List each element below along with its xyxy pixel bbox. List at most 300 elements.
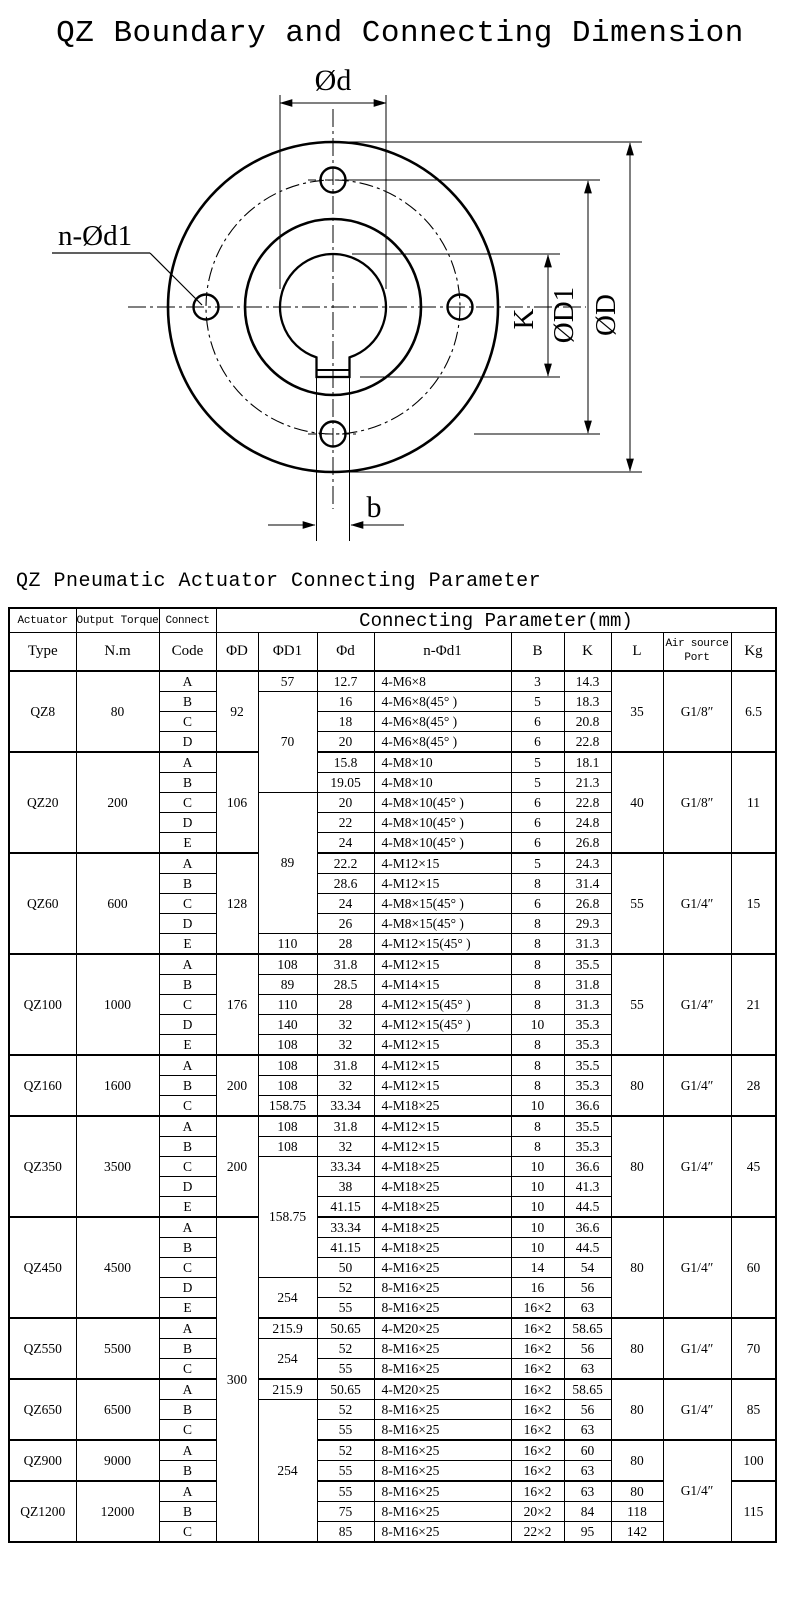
table-cell: 4-M20×25 xyxy=(374,1379,511,1400)
table-cell: 4-M18×25 xyxy=(374,1177,511,1197)
table-cell: 24 xyxy=(317,894,374,914)
table-cell: 215.9 xyxy=(258,1318,317,1339)
table-cell: 35.5 xyxy=(564,1116,611,1137)
table-cell: 32 xyxy=(317,1137,374,1157)
table-cell: E xyxy=(159,934,216,955)
table-cell: 10 xyxy=(511,1096,564,1117)
table-cell: 36.6 xyxy=(564,1096,611,1117)
table-cell: 254 xyxy=(258,1400,317,1543)
table-cell: 4-M8×10 xyxy=(374,752,511,773)
table-cell: 31.8 xyxy=(317,954,374,975)
column-header: N.m xyxy=(76,633,159,672)
table-cell: 84 xyxy=(564,1502,611,1522)
table-cell: 55 xyxy=(317,1420,374,1441)
table-cell: 8-M16×25 xyxy=(374,1420,511,1441)
table-cell: 15 xyxy=(731,853,776,954)
table-cell: 8 xyxy=(511,1137,564,1157)
column-header: Connect xyxy=(159,608,216,633)
table-cell: 63 xyxy=(564,1298,611,1319)
table-cell: 16 xyxy=(511,1278,564,1298)
table-cell: 50.65 xyxy=(317,1379,374,1400)
table-cell: B xyxy=(159,692,216,712)
table-cell: C xyxy=(159,1157,216,1177)
table-cell: 4-M8×10(45° ) xyxy=(374,813,511,833)
table-cell: 4-M12×15 xyxy=(374,1035,511,1056)
table-cell: 80 xyxy=(611,1116,663,1217)
table-cell: 6 xyxy=(511,712,564,732)
table-cell: 108 xyxy=(258,1055,317,1076)
table-cell: 20 xyxy=(317,732,374,753)
table-cell: 22.8 xyxy=(564,732,611,753)
connecting-parameter-table xyxy=(8,607,777,1543)
table-cell: 4-M6×8 xyxy=(374,671,511,692)
table-cell: G1/4″ xyxy=(663,1055,731,1116)
odd-label: ØD xyxy=(590,294,622,336)
table-cell: 1000 xyxy=(76,954,159,1055)
table-cell: 6 xyxy=(511,732,564,753)
table-cell: A xyxy=(159,1481,216,1502)
table-cell: 28 xyxy=(731,1055,776,1116)
table-cell: 35.3 xyxy=(564,1137,611,1157)
table-row xyxy=(9,671,776,692)
table-cell: A xyxy=(159,752,216,773)
table-cell: D xyxy=(159,813,216,833)
table-cell: 31.8 xyxy=(317,1116,374,1137)
table-cell: 24 xyxy=(317,833,374,854)
table-cell: G1/4″ xyxy=(663,954,731,1055)
table-cell: 45 xyxy=(731,1116,776,1217)
table-cell: 58.65 xyxy=(564,1318,611,1339)
table-cell: 10 xyxy=(511,1197,564,1218)
table-cell: 110 xyxy=(258,934,317,955)
table-cell: C xyxy=(159,793,216,813)
table-cell: 70 xyxy=(258,692,317,793)
table-cell: QZ650 xyxy=(9,1379,76,1440)
table-cell: 1600 xyxy=(76,1055,159,1116)
table-cell: 16×2 xyxy=(511,1359,564,1380)
table-row xyxy=(9,752,776,773)
table-cell: 29.3 xyxy=(564,914,611,934)
table-cell: 89 xyxy=(258,975,317,995)
table-cell: 55 xyxy=(611,853,663,954)
table-cell: 4-M8×15(45° ) xyxy=(374,894,511,914)
table-cell: 8-M16×25 xyxy=(374,1502,511,1522)
table-cell: 158.75 xyxy=(258,1157,317,1278)
table-cell: 4-M12×15(45° ) xyxy=(374,1015,511,1035)
table-cell: 4-M6×8(45° ) xyxy=(374,712,511,732)
table-cell: 8-M16×25 xyxy=(374,1359,511,1380)
table-cell: 110 xyxy=(258,995,317,1015)
table-cell: 85 xyxy=(731,1379,776,1440)
table-cell: QZ100 xyxy=(9,954,76,1055)
table-cell: 100 xyxy=(731,1440,776,1481)
table-cell: 41.15 xyxy=(317,1197,374,1218)
table-cell: 4-M18×25 xyxy=(374,1197,511,1218)
table-cell: 108 xyxy=(258,1076,317,1096)
table-cell: 92 xyxy=(216,671,258,752)
table-cell: 8 xyxy=(511,995,564,1015)
table-cell: 4-M12×15 xyxy=(374,1055,511,1076)
column-header: ΦD xyxy=(216,633,258,672)
table-cell: A xyxy=(159,853,216,874)
table-cell: 4-M12×15(45° ) xyxy=(374,934,511,955)
table-cell: 33.34 xyxy=(317,1217,374,1238)
table-row xyxy=(9,1379,776,1400)
table-cell: G1/4″ xyxy=(663,1440,731,1542)
table-cell: 56 xyxy=(564,1400,611,1420)
table-cell: 28 xyxy=(317,934,374,955)
table-cell: 38 xyxy=(317,1177,374,1197)
table-cell: 4-M8×15(45° ) xyxy=(374,914,511,934)
table-cell: 36.6 xyxy=(564,1217,611,1238)
table-cell: B xyxy=(159,1238,216,1258)
table-cell: 140 xyxy=(258,1015,317,1035)
table-cell: 14 xyxy=(511,1258,564,1278)
table-cell: 21 xyxy=(731,954,776,1055)
table-cell: G1/4″ xyxy=(663,1379,731,1440)
table-cell: 4-M8×10(45° ) xyxy=(374,833,511,854)
table-cell: 31.8 xyxy=(564,975,611,995)
table-cell: 28 xyxy=(317,995,374,1015)
table-cell: 300 xyxy=(216,1217,258,1542)
table-cell: 21.3 xyxy=(564,773,611,793)
table-cell: 8 xyxy=(511,874,564,894)
table-cell: 10 xyxy=(511,1177,564,1197)
table-cell: 31.4 xyxy=(564,874,611,894)
table-cell: A xyxy=(159,1217,216,1238)
table-cell: 41.3 xyxy=(564,1177,611,1197)
table-cell: 10 xyxy=(511,1157,564,1177)
table-cell: 4-M8×10 xyxy=(374,773,511,793)
table-cell: 8-M16×25 xyxy=(374,1339,511,1359)
table-cell: E xyxy=(159,1298,216,1319)
table-cell: G1/4″ xyxy=(663,1318,731,1379)
table-row xyxy=(9,954,776,975)
table-cell: 176 xyxy=(216,954,258,1055)
table-cell: 40 xyxy=(611,752,663,853)
table-cell: 32 xyxy=(317,1015,374,1035)
table-cell: 108 xyxy=(258,1035,317,1056)
table-cell: 35.5 xyxy=(564,1055,611,1076)
table-row xyxy=(9,1116,776,1137)
table-cell: D xyxy=(159,1015,216,1035)
table-cell: QZ900 xyxy=(9,1440,76,1481)
table-cell: B xyxy=(159,975,216,995)
table-cell: A xyxy=(159,1379,216,1400)
table-row xyxy=(9,1481,776,1502)
table-cell: A xyxy=(159,1055,216,1076)
table-cell: QZ160 xyxy=(9,1055,76,1116)
table-cell: 4-M6×8(45° ) xyxy=(374,692,511,712)
table-cell: 33.34 xyxy=(317,1096,374,1117)
table-cell: 22 xyxy=(317,813,374,833)
table-cell: 8-M16×25 xyxy=(374,1278,511,1298)
table-cell: 158.75 xyxy=(258,1096,317,1117)
k-label: K xyxy=(508,308,540,330)
table-cell: 55 xyxy=(317,1461,374,1482)
n-od1-leader xyxy=(150,253,202,305)
table-cell: 32 xyxy=(317,1076,374,1096)
table-cell: 60 xyxy=(731,1217,776,1318)
table-cell: 8 xyxy=(511,954,564,975)
table-cell: 36.6 xyxy=(564,1157,611,1177)
table-cell: 54 xyxy=(564,1258,611,1278)
table-cell: QZ450 xyxy=(9,1217,76,1318)
table-cell: 35.3 xyxy=(564,1076,611,1096)
table-cell: 28.5 xyxy=(317,975,374,995)
table-cell: 3 xyxy=(511,671,564,692)
table-cell: 19.05 xyxy=(317,773,374,793)
table-cell: 26.8 xyxy=(564,833,611,854)
table-cell: 4-M12×15 xyxy=(374,1076,511,1096)
table-cell: 8 xyxy=(511,1035,564,1056)
table-cell: 55 xyxy=(611,954,663,1055)
od-label: Ød xyxy=(314,64,352,97)
table-cell: C xyxy=(159,1359,216,1380)
table-cell: 26.8 xyxy=(564,894,611,914)
table-cell: QZ350 xyxy=(9,1116,76,1217)
table-cell: C xyxy=(159,1420,216,1441)
table-cell: 6 xyxy=(511,833,564,854)
table-cell: E xyxy=(159,1035,216,1056)
table-cell: 31.8 xyxy=(317,1055,374,1076)
table-cell: 108 xyxy=(258,1137,317,1157)
table-cell: A xyxy=(159,954,216,975)
table-cell: 63 xyxy=(564,1420,611,1441)
table-cell: 4-M12×15 xyxy=(374,954,511,975)
column-header: Connecting Parameter(mm) xyxy=(216,608,776,633)
table-cell: 80 xyxy=(611,1379,663,1440)
table-cell: G1/8″ xyxy=(663,671,731,752)
page-title: QZ Boundary and Connecting Dimension xyxy=(56,16,744,51)
table-cell: 50.65 xyxy=(317,1318,374,1339)
table-cell: B xyxy=(159,1339,216,1359)
table-cell: 16×2 xyxy=(511,1440,564,1461)
flange-diagram xyxy=(0,57,800,552)
table-cell: D xyxy=(159,914,216,934)
table-cell: QZ20 xyxy=(9,752,76,853)
table-cell: C xyxy=(159,1258,216,1278)
table-cell: 6 xyxy=(511,793,564,813)
table-cell: B xyxy=(159,1400,216,1420)
table-cell: 18 xyxy=(317,712,374,732)
table-cell: 6500 xyxy=(76,1379,159,1440)
table-cell: 80 xyxy=(611,1055,663,1116)
table-cell: 95 xyxy=(564,1522,611,1543)
table-cell: C xyxy=(159,712,216,732)
table-cell: 44.5 xyxy=(564,1197,611,1218)
table-cell: 10 xyxy=(511,1217,564,1238)
table-cell: 10 xyxy=(511,1015,564,1035)
table-cell: B xyxy=(159,1461,216,1482)
table-cell: 89 xyxy=(258,793,317,934)
n-od1-label: n-Ød1 xyxy=(58,220,133,252)
table-cell: 24.3 xyxy=(564,853,611,874)
table-cell: 4-M18×25 xyxy=(374,1157,511,1177)
table-cell: B xyxy=(159,1137,216,1157)
table-cell: 215.9 xyxy=(258,1379,317,1400)
table-cell: 12.7 xyxy=(317,671,374,692)
table-cell: 5 xyxy=(511,853,564,874)
table-cell: 8 xyxy=(511,914,564,934)
table-row xyxy=(9,1318,776,1339)
table-cell: 20.8 xyxy=(564,712,611,732)
table-cell: 8-M16×25 xyxy=(374,1440,511,1461)
table-cell: 50 xyxy=(317,1258,374,1278)
table-cell: 31.3 xyxy=(564,934,611,955)
table-cell: 35.3 xyxy=(564,1015,611,1035)
table-cell: G1/4″ xyxy=(663,853,731,954)
table-cell: C xyxy=(159,894,216,914)
table-cell: 18.1 xyxy=(564,752,611,773)
table-cell: 254 xyxy=(258,1339,317,1380)
table-cell: 4-M14×15 xyxy=(374,975,511,995)
table-cell: 108 xyxy=(258,954,317,975)
table-cell: D xyxy=(159,1177,216,1197)
table-cell: 16×2 xyxy=(511,1339,564,1359)
table-cell: 6 xyxy=(511,894,564,914)
column-header: Φd xyxy=(317,633,374,672)
table-cell: 52 xyxy=(317,1400,374,1420)
table-cell: 200 xyxy=(216,1055,258,1116)
table-cell: 22.2 xyxy=(317,853,374,874)
table-cell: QZ8 xyxy=(9,671,76,752)
table-cell: E xyxy=(159,1197,216,1218)
table-cell: QZ1200 xyxy=(9,1481,76,1542)
table-cell: G1/8″ xyxy=(663,752,731,853)
table-header xyxy=(9,608,776,671)
table-row xyxy=(9,1440,776,1461)
table-cell: 55 xyxy=(317,1298,374,1319)
table-body xyxy=(9,671,776,1542)
table-cell: 52 xyxy=(317,1339,374,1359)
table-cell: 28.6 xyxy=(317,874,374,894)
table-cell: QZ550 xyxy=(9,1318,76,1379)
table-cell: 35.5 xyxy=(564,954,611,975)
table-cell: 15.8 xyxy=(317,752,374,773)
table-cell: 52 xyxy=(317,1278,374,1298)
table-cell: 63 xyxy=(564,1359,611,1380)
table-cell: 8 xyxy=(511,934,564,955)
table-cell: 4-M12×15 xyxy=(374,1116,511,1137)
table-cell: 52 xyxy=(317,1440,374,1461)
table-cell: 80 xyxy=(611,1318,663,1379)
table-cell: 14.3 xyxy=(564,671,611,692)
table-cell: 5500 xyxy=(76,1318,159,1379)
table-cell: 26 xyxy=(317,914,374,934)
column-header: n-Φd1 xyxy=(374,633,511,672)
table-cell: 80 xyxy=(611,1481,663,1502)
table-cell: 70 xyxy=(731,1318,776,1379)
table-cell: E xyxy=(159,833,216,854)
table-cell: B xyxy=(159,874,216,894)
table-row xyxy=(9,608,776,633)
table-cell: 9000 xyxy=(76,1440,159,1481)
table-cell: A xyxy=(159,671,216,692)
column-header: Code xyxy=(159,633,216,672)
table-cell: 80 xyxy=(76,671,159,752)
table-cell: 4-M12×15 xyxy=(374,1137,511,1157)
table-cell: 8-M16×25 xyxy=(374,1298,511,1319)
table-row xyxy=(9,1217,776,1238)
table-cell: 58.65 xyxy=(564,1379,611,1400)
column-header: ΦD1 xyxy=(258,633,317,672)
table-cell: 200 xyxy=(216,1116,258,1217)
column-header: Kg xyxy=(731,633,776,672)
table-cell: 63 xyxy=(564,1481,611,1502)
table-cell: 33.34 xyxy=(317,1157,374,1177)
table-cell: 4-M6×8(45° ) xyxy=(374,732,511,753)
table-cell: 8-M16×25 xyxy=(374,1461,511,1482)
table-cell: 56 xyxy=(564,1278,611,1298)
table-cell: 18.3 xyxy=(564,692,611,712)
column-header: Actuator xyxy=(9,608,76,633)
table-cell: 200 xyxy=(76,752,159,853)
table-cell: 63 xyxy=(564,1461,611,1482)
table-cell: 8 xyxy=(511,975,564,995)
table-cell: C xyxy=(159,1522,216,1543)
table-cell: 55 xyxy=(317,1481,374,1502)
table-cell: 20×2 xyxy=(511,1502,564,1522)
table-cell: 8 xyxy=(511,1116,564,1137)
table-cell: 16×2 xyxy=(511,1461,564,1482)
table-cell: 75 xyxy=(317,1502,374,1522)
column-header: Type xyxy=(9,633,76,672)
table-cell: 16×2 xyxy=(511,1481,564,1502)
table-cell: 35.3 xyxy=(564,1035,611,1056)
table-cell: 60 xyxy=(564,1440,611,1461)
table-cell: 24.8 xyxy=(564,813,611,833)
table-cell: 4-M12×15(45° ) xyxy=(374,995,511,1015)
table-cell: 4-M8×10(45° ) xyxy=(374,793,511,813)
column-header: B xyxy=(511,633,564,672)
table-cell: C xyxy=(159,1096,216,1117)
b-label: b xyxy=(366,491,382,524)
table-cell: C xyxy=(159,995,216,1015)
table-cell: 142 xyxy=(611,1522,663,1543)
table-cell: 118 xyxy=(611,1502,663,1522)
table-cell: 8-M16×25 xyxy=(374,1400,511,1420)
table-cell: 16×2 xyxy=(511,1298,564,1319)
table-cell: 8-M16×25 xyxy=(374,1481,511,1502)
table-cell: 44.5 xyxy=(564,1238,611,1258)
table-cell: 4-M12×15 xyxy=(374,853,511,874)
table-cell: 11 xyxy=(731,752,776,853)
table-row xyxy=(9,853,776,874)
flange-drawing-svg xyxy=(0,57,800,552)
table-cell: 16×2 xyxy=(511,1379,564,1400)
table-cell: 4500 xyxy=(76,1217,159,1318)
column-header: K xyxy=(564,633,611,672)
table-cell: 56 xyxy=(564,1339,611,1359)
table-cell: G1/4″ xyxy=(663,1217,731,1318)
table-cell: 80 xyxy=(611,1440,663,1481)
table-cell: B xyxy=(159,1076,216,1096)
table-cell: 4-M16×25 xyxy=(374,1258,511,1278)
table-cell: QZ60 xyxy=(9,853,76,954)
table-cell: 85 xyxy=(317,1522,374,1543)
table-cell: 254 xyxy=(258,1278,317,1319)
column-header: L xyxy=(611,633,663,672)
table-row xyxy=(9,633,776,672)
table-cell: D xyxy=(159,1278,216,1298)
table-cell: B xyxy=(159,773,216,793)
table-cell: A xyxy=(159,1116,216,1137)
table-cell: 5 xyxy=(511,773,564,793)
table-cell: 20 xyxy=(317,793,374,813)
table-title: QZ Pneumatic Actuator Connecting Parameter xyxy=(16,570,542,593)
column-header: Output Torque xyxy=(76,608,159,633)
